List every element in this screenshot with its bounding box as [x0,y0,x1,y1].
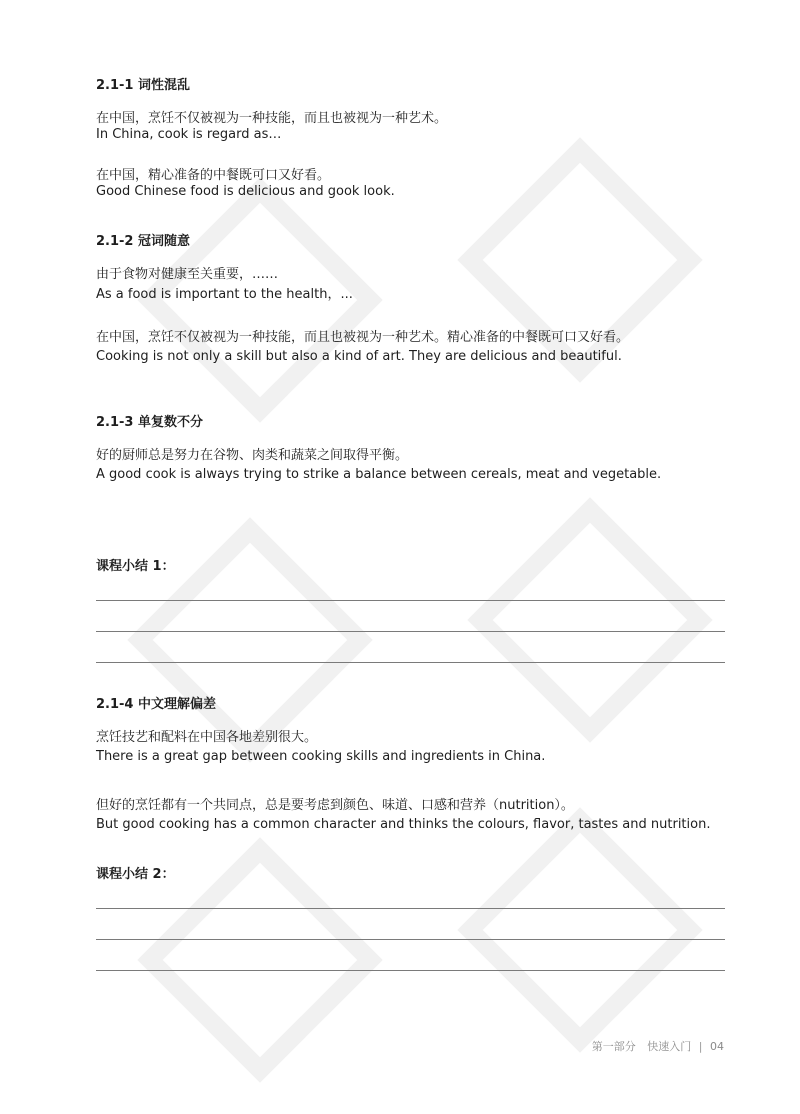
summary-2-heading: 课程小结 2： [96,867,175,882]
chinese-sentence: 由于食物对健康至关重要，…… [96,267,279,282]
english-sentence: But good cooking has a common character and thinks the colours, flavor, tastes and nutrition. [96,817,711,832]
page-number: 04 [710,1040,724,1053]
chinese-sentence: 在中国，烹饪不仅被视为一种技能，而且也被视为一种艺术。精心准备的中餐既可口又好看。 [96,330,630,345]
chinese-sentence: 在中国，精心准备的中餐既可口又好看。 [96,168,331,183]
writing-line [96,600,725,601]
footer-title: 快速入门 [647,1040,692,1053]
section-heading-2-1-4: 2.1-4 中文理解偏差 [96,697,216,712]
summary-1-heading: 课程小结 1： [96,559,175,574]
english-sentence: Good Chinese food is delicious and gook look. [96,184,395,199]
chinese-sentence: 烹饪技艺和配料在中国各地差别很大。 [96,730,318,745]
writing-line [96,908,725,909]
section-heading-2-1-1: 2.1-1 词性混乱 [96,78,190,93]
english-sentence: Cooking is not only a skill but also a kind of art. They are delicious and beautiful. [96,349,622,364]
chinese-sentence: 好的厨师总是努力在谷物、肉类和蔬菜之间取得平衡。 [96,448,409,463]
chinese-sentence: 在中国，烹饪不仅被视为一种技能，而且也被视为一种艺术。 [96,111,448,126]
section-heading-2-1-3: 2.1-3 单复数不分 [96,415,203,430]
english-sentence: There is a great gap between cooking skills and ingredients in China. [96,749,546,764]
writing-line [96,631,725,632]
writing-line [96,939,725,940]
writing-line [96,662,725,663]
footer-part: 第一部分 [591,1040,636,1053]
page-footer [592,1038,724,1054]
chinese-sentence: 但好的烹饪都有一个共同点，总是要考虑到颜色、味道、口感和营养（nutrition）。 [96,798,574,813]
footer-separator: | [698,1040,703,1053]
english-sentence: A good cook is always trying to strike a balance between cereals, meat and vegetable. [96,467,662,482]
english-sentence: As a food is important to the health，... [96,287,353,302]
writing-line [96,970,725,971]
section-heading-2-1-2: 2.1-2 冠词随意 [96,234,190,249]
english-sentence: In China, cook is regard as… [96,127,282,142]
